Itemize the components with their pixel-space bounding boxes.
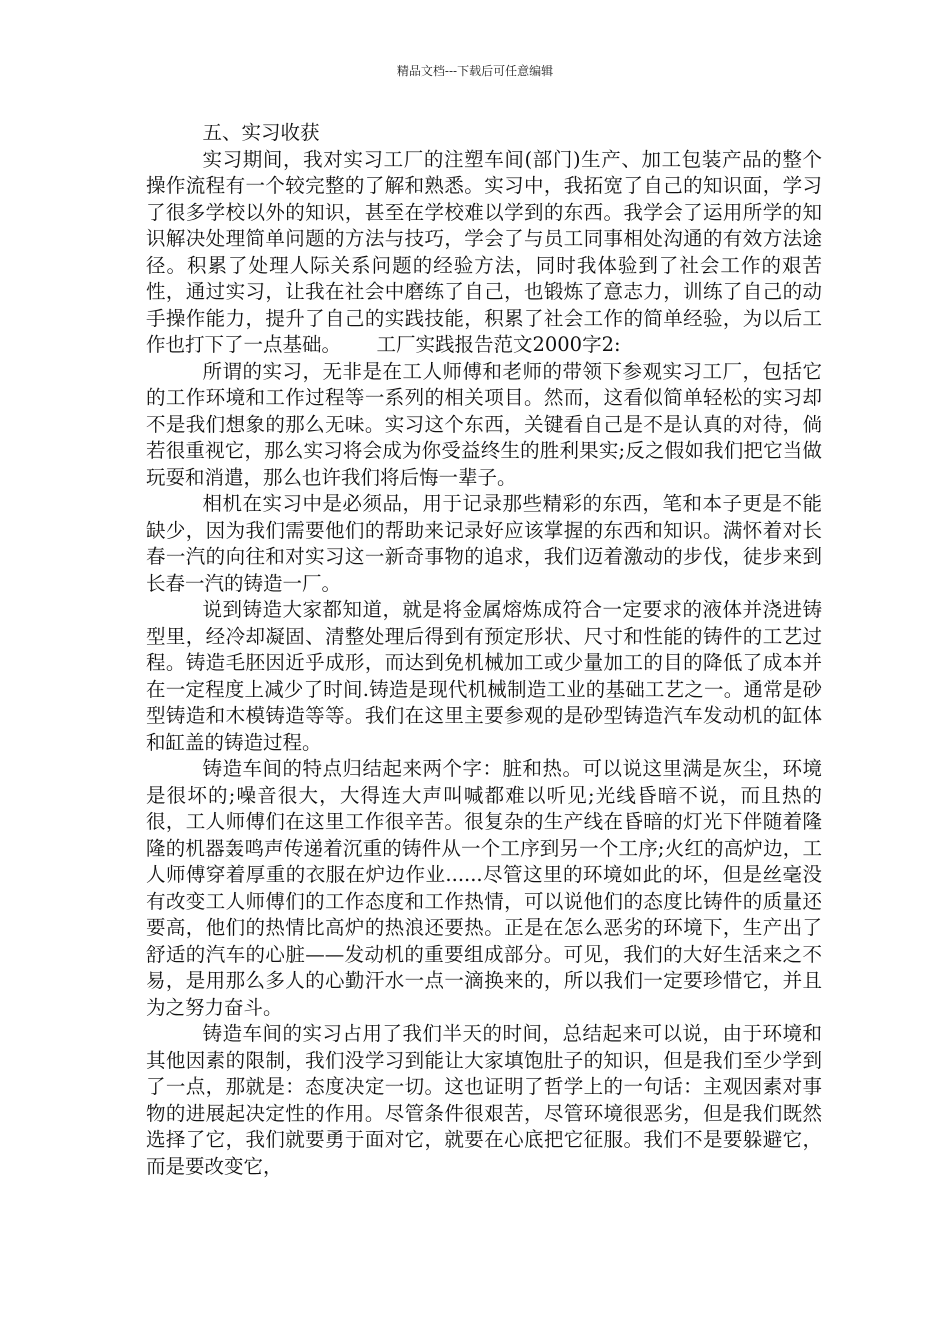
paragraph: 铸造车间的实习占用了我们半天的时间，总结起来可以说，由于环境和其他因素的限制，我们没学习到能让大家填饱肚子的知识，但是我们至少学到了一点，那就是：态度决定一切。这也证明了哲学上的一句话：主观因素对事物的进展起决定性的作用。尽管条件很艰苦，尽管环境很恶劣，但是我们既然选择了它，我们就要勇于面对它，就要在心底把它征服。我们不是要躲避它，而是要改变它，	[146, 1022, 822, 1178]
paragraph: 所谓的实习，无非是在工人师傅和老师的带领下参观实习工厂，包括它的工作环境和工作过程等一系列的相关项目。然而，这看似简单轻松的实习却不是我们想象的那么无味。实习这个东西，关键看自己是不是认真的对待，倘若很重视它，那么实习将会成为你受益终生的胜利果实;反之假如我们把它当做玩耍和消遣，那么也许我们将后悔一辈子。	[146, 359, 822, 489]
paragraph: 说到铸造大家都知道，就是将金属熔炼成符合一定要求的液体并浇进铸型里，经冷却凝固、清整处理后得到有预定形状、尺寸和性能的铸件的工艺过程。铸造毛胚因近乎成形，而达到免机械加工或少量加工的目的降低了成本并在一定程度上减少了时间.铸造是现代机械制造工业的基础工艺之一。通常是砂型铸造和木模铸造等等。我们在这里主要参观的是砂型铸造汽车发动机的缸体和缸盖的铸造过程。	[146, 598, 822, 754]
document-body	[146, 120, 822, 1180]
paragraph: 相机在实习中是必须品，用于记录那些精彩的东西，笔和本子更是不能缺少，因为我们需要他们的帮助来记录好应该掌握的东西和知识。满怀着对长春一汽的向往和对实习这一新奇事物的追求，我们迈着激动的步伐，徒步来到长春一汽的铸造一厂。	[146, 492, 822, 595]
section-heading: 五、实习收获	[202, 121, 320, 144]
paragraph: 铸造车间的特点归结起来两个字：脏和热。可以说这里满是灰尘，环境是很坏的;噪音很大，大得连大声叫喊都难以听见;光线昏暗不说，而且热的很，工人师傅们在这里工作很辛苦。很复杂的生产线在昏暗的灯光下伴随着隆隆的机器轰鸣声传递着沉重的铸件从一个工序到另一个工序;火红的高炉边，工人师傅穿着厚重的衣服在炉边作业......尽管这里的环境如此的坏，但是丝毫没有改变工人师傅们的工作态度和工作热情，可以说他们的态度比铸件的质量还要高，他们的热情比高炉的热浪还要热。正是在怎么恶劣的环境下，生产出了舒适的汽车的心脏——发动机的重要组成部分。可见，我们的大好生活来之不易，是用那么多人的心勤汗水一点一滴换来的，所以我们一定要珍惜它，并且为之努力奋斗。	[146, 757, 822, 1019]
page-header: 精品文档---下载后可任意编辑	[396, 64, 554, 78]
paragraph: 实习期间，我对实习工厂的注塑车间(部门)生产、加工包装产品的整个操作流程有一个较完整的了解和熟悉。实习中，我拓宽了自己的知识面，学习了很多学校以外的知识，甚至在学校难以学到的东西。我学会了运用所学的知识解决处理简单问题的方法与技巧，学会了与员工同事相处沟通的有效方法途径。积累了处理人际关系问题的经验方法，同时我体验到了社会工作的艰苦性，通过实习，让我在社会中磨练了自己，也锻炼了意志力，训练了自己的动手操作能力，提升了自己的实践技能，积累了社会工作的简单经验，为以后工作也打下了一点基础。 工厂实践报告范文2000字2:	[146, 147, 822, 356]
